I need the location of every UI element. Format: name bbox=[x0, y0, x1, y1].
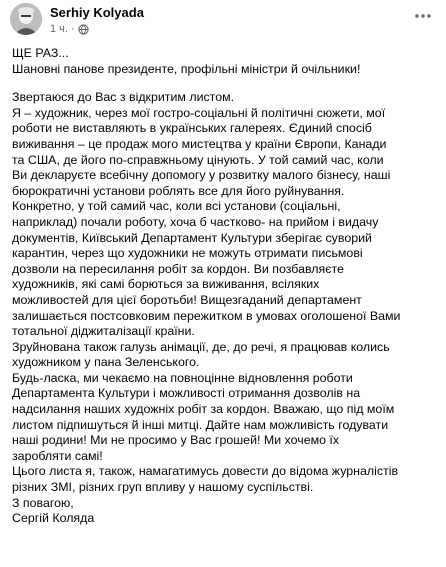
meta-separator: · bbox=[70, 23, 75, 35]
text-line: художників, які самі борються за виживання, всіляких bbox=[12, 277, 320, 292]
text-line: надсилання наших художніх робіт за кордон. Вважаю, що під моїм bbox=[12, 402, 395, 417]
avatar[interactable] bbox=[10, 3, 42, 35]
text-line: художником у пана Зеленського. bbox=[12, 355, 200, 370]
post-meta bbox=[50, 23, 89, 35]
text-line: та США, де його по-справжньому цінують. У той самий час, коли bbox=[12, 152, 384, 167]
text-line: наприклад) почали роботу, хоча б частково- на прийом і видачу bbox=[12, 214, 379, 229]
text-line: Сергій Коляда bbox=[12, 511, 95, 526]
text-line: можливостей для цієї боротьби! Вищезгаданий департамент bbox=[12, 292, 362, 307]
avatar-photo bbox=[10, 3, 42, 35]
text-line: Департамента Культури і можливості отримання дозволів на bbox=[12, 386, 361, 401]
more-options-button[interactable] bbox=[412, 8, 434, 24]
text-line: бюрократичні установи роблять все для його руйнування. bbox=[12, 183, 345, 198]
text-line: дозволи на пересилання робіт за кордон. Ви позбавляєте bbox=[12, 261, 344, 276]
post-paragraph-1 bbox=[12, 46, 436, 77]
text-line: Будь-ласка, ми чекаємо на повноцінне відновлення роботи bbox=[12, 370, 353, 385]
text-line: виживання – це продаж мого мистецтва у країни Європи, Канади bbox=[12, 136, 387, 151]
post-paragraph-2 bbox=[12, 90, 436, 527]
more-options-icon bbox=[415, 14, 431, 18]
text-line: роботи не виставляють в українських галереях. Єдиний спосіб bbox=[12, 121, 372, 136]
text-line: наші родини! Ми не просимо у Вас грошей! Ми хочемо їх bbox=[12, 433, 340, 448]
paragraph-gap bbox=[12, 77, 436, 90]
text-line: Шановні панове президенте, профільні міністри й очільники! bbox=[12, 61, 361, 76]
text-line: Конкретно, у той самий час, коли всі установи (соціальні, bbox=[12, 199, 341, 214]
text-line: Ви декларуєте всебічну допомогу у розвитку малого бізнесу, наші bbox=[12, 168, 391, 183]
text-line: документів, Київський Департамент Культури зберігає суворий bbox=[12, 230, 372, 245]
text-line: тотальної діджиталізації країни. bbox=[12, 324, 195, 339]
text-line: карантин, через що художники не можуть отримати письмові bbox=[12, 246, 363, 261]
text-line: листом підпишуться й інші митці. Дайте нам можливість годувати bbox=[12, 417, 389, 432]
post-header bbox=[0, 0, 446, 44]
author-name[interactable]: Serhiy Kolyada bbox=[50, 5, 144, 20]
text-line: ЩЕ РАЗ... bbox=[12, 46, 69, 60]
post-time[interactable]: 1 ч. bbox=[50, 23, 68, 35]
text-line: Звертаюся до Вас з відкритим листом. bbox=[12, 90, 235, 105]
globe-icon[interactable] bbox=[78, 24, 89, 35]
text-line: Я – художник, через мої гостро-соціальні й політичні сюжети, мої bbox=[12, 105, 386, 120]
text-line: З повагою, bbox=[12, 495, 74, 510]
post-text bbox=[12, 46, 436, 527]
text-line: заробляти самі! bbox=[12, 448, 103, 463]
text-line: Цього листа я, також, намагатимусь довести до відома журналістів bbox=[12, 464, 399, 479]
text-line: залишається постсовковим пережитком в умовах оголошеної Вами bbox=[12, 308, 401, 323]
text-line: різних ЗМІ, різних груп впливу у нашому суспільстві. bbox=[12, 480, 314, 495]
text-line: Зруйнована також галузь анімації, де, до речі, я працював колись bbox=[12, 339, 390, 354]
